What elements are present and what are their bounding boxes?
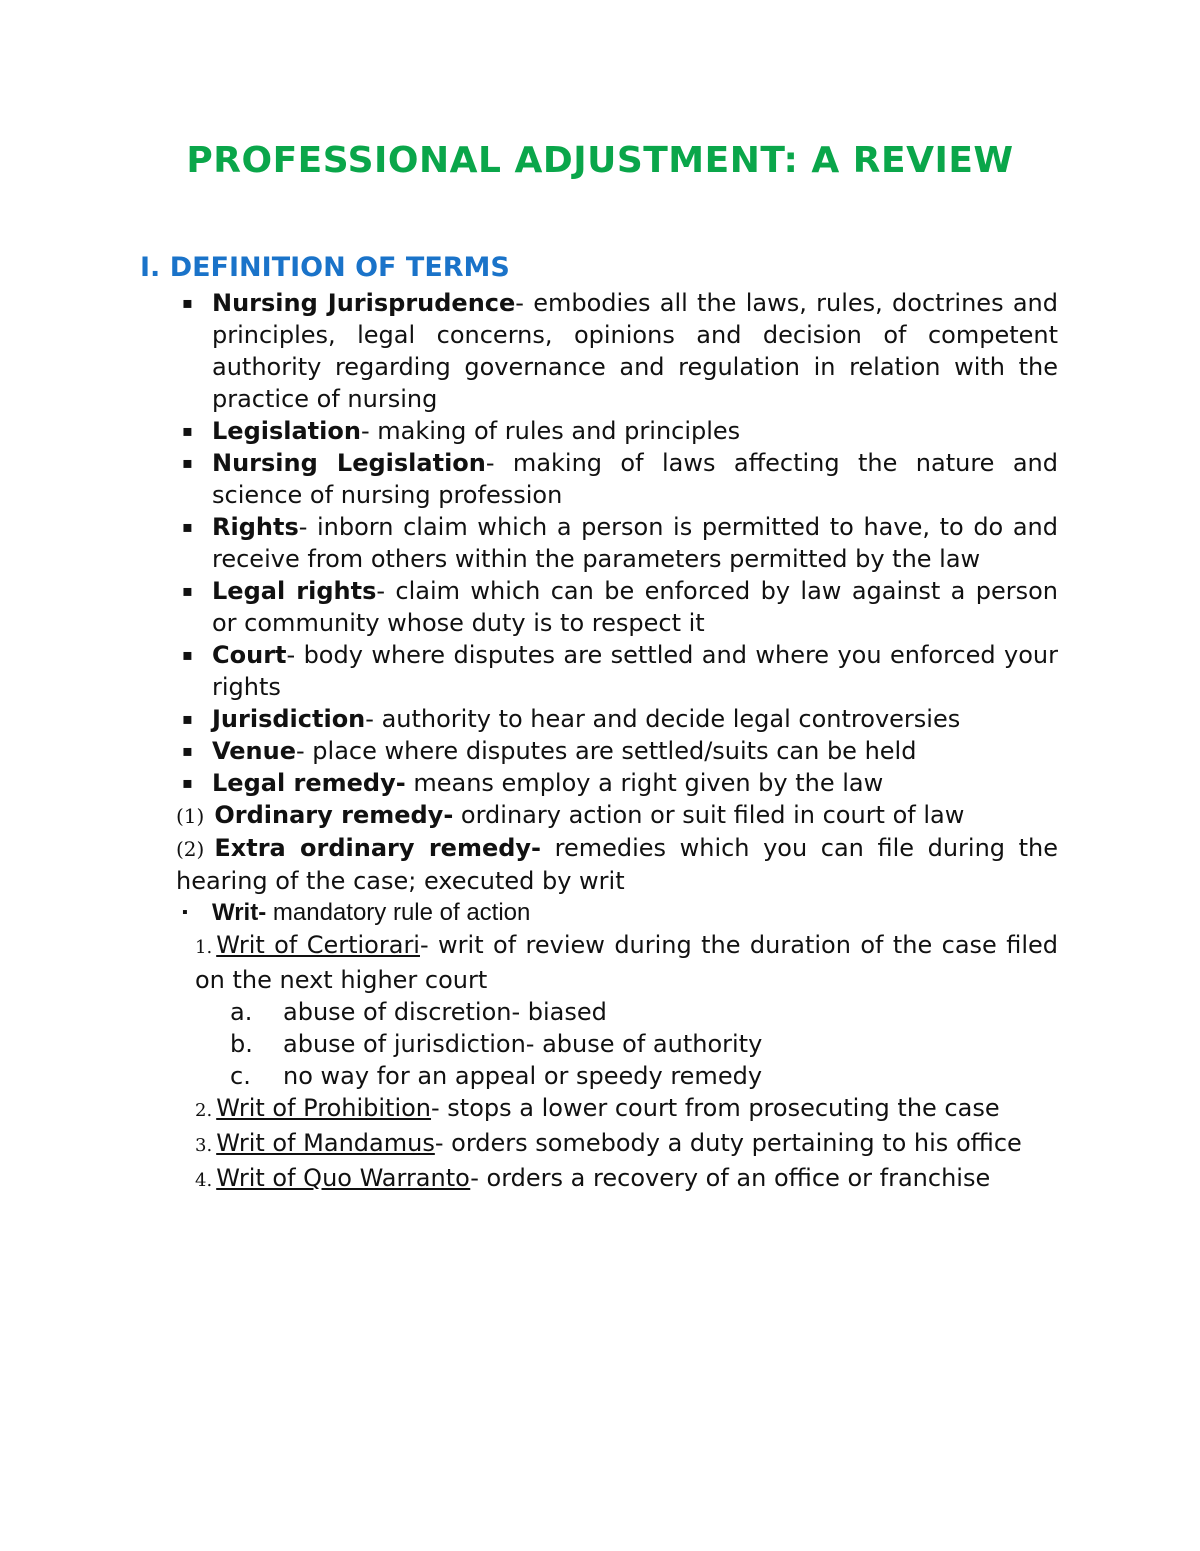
ground-item [0,1060,1200,1092]
remedy-definition: ordinary action or suit filed in court of law [453,801,965,829]
writ-item [0,929,1200,996]
term-definition: - place where disputes are settled/suits can be held [296,737,917,765]
term-definition: - embodies all the laws, rules, doctrines and principles, legal concerns, opinions and decision of competent authority regarding governance and regulation in relation with the practice of nursing [212,289,1058,413]
term-label: Legal remedy- [212,769,406,797]
term-label: Court [212,641,287,669]
term-item [0,287,1200,415]
remedy-item [0,799,1200,832]
ground-letter: a. [230,998,253,1026]
term-item [0,511,1200,575]
term-label: Legislation [212,417,361,445]
writ-list [0,897,1200,929]
ground-letter: c. [230,1062,251,1090]
ground-item [0,996,1200,1028]
remedy-label: Extra ordinary remedy- [214,834,542,862]
writ-name: Writ of Quo Warranto [216,1164,471,1192]
writ-item-definition: - writ of review during the duration of the case filed on the next higher court [195,931,1059,994]
term-item [0,703,1200,735]
document-body [0,287,1200,1197]
ground-text: abuse of discretion- biased [283,998,607,1026]
remedy-number: (1) [176,804,205,828]
term-definition: - claim which can be enforced by law against a person or community whose duty is to respect it [212,577,1058,637]
term-item [0,447,1200,511]
writ-number: 4. [195,1170,213,1191]
writ-item [0,1092,1200,1127]
writ-number: 1. [195,937,213,958]
writ-number: 2. [195,1100,213,1121]
ground-letter: b. [230,1030,253,1058]
term-label: Rights [212,513,299,541]
term-definition: - inborn claim which a person is permitted to have, to do and receive from others within the parameters permitted by the law [212,513,1058,573]
term-item [0,639,1200,703]
certiorari-grounds-list [0,996,1200,1092]
term-label: Nursing Legislation [212,449,486,477]
ground-item [0,1028,1200,1060]
page-title: PROFESSIONAL ADJUSTMENT: A REVIEW [186,140,1014,181]
remedy-number: (2) [176,837,205,861]
writ-item-definition: - orders a recovery of an office or franchise [470,1164,991,1192]
term-item [0,735,1200,767]
remedy-label: Ordinary remedy- [214,801,454,829]
terms-list [0,287,1200,799]
writ-name: Writ of Prohibition [216,1094,432,1122]
term-label: Nursing Jurisprudence [212,289,516,317]
writ-label: Writ- [212,899,267,926]
term-definition: - making of laws affecting the nature and science of nursing profession [212,449,1058,509]
writ-item-definition: - orders somebody a duty pertaining to his office [434,1129,1022,1157]
remedy-definition: remedies which you can file during the hearing of the case; executed by writ [176,834,1058,895]
writ-item-definition: - stops a lower court from prosecuting the case [431,1094,1000,1122]
term-item [0,767,1200,799]
term-definition: - body where disputes are settled and where you enforced your rights [212,641,1058,701]
ground-text: abuse of jurisdiction- abuse of authority [283,1030,763,1058]
remedy-item [0,832,1200,897]
term-label: Venue [212,737,296,765]
term-item [0,415,1200,447]
term-definition: - making of rules and principles [360,417,741,445]
term-label: Jurisdiction [212,705,366,733]
writ-item [0,1127,1200,1162]
term-definition: means employ a right given by the law [405,769,884,797]
term-definition: - authority to hear and decide legal controversies [365,705,961,733]
writ-item [0,1162,1200,1197]
term-item [0,575,1200,639]
writ-number: 3. [195,1135,213,1156]
ground-text: no way for an appeal or speedy remedy [283,1062,763,1090]
writ-name: Writ of Certiorari [216,931,420,959]
writ-definition-item [0,897,1200,929]
writ-name: Writ of Mandamus [216,1129,435,1157]
writ-definition: mandatory rule of action [266,899,531,926]
term-label: Legal rights [212,577,377,605]
section-heading: I. DEFINITION OF TERMS [140,252,510,283]
